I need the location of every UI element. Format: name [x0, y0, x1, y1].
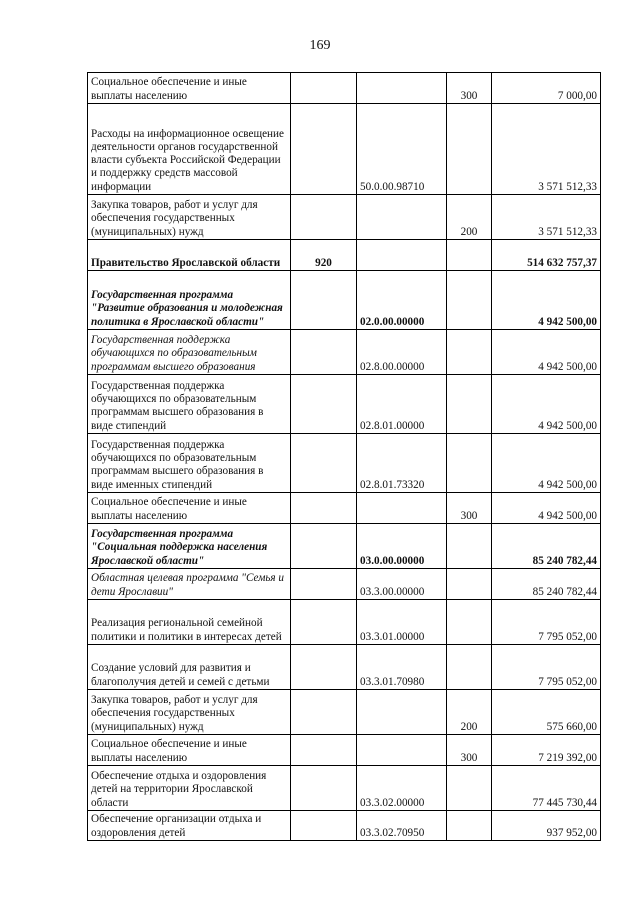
row-amount-cell: 3 571 512,33 — [492, 104, 601, 195]
row-target-article-cell: 02.8.00.00000 — [357, 330, 447, 375]
row-target-article-cell: 03.0.00.00000 — [357, 524, 447, 569]
row-expense-type-cell: 200 — [447, 195, 492, 240]
row-expense-type-cell: 300 — [447, 73, 492, 104]
row-target-article-cell: 50.0.00.98710 — [357, 104, 447, 195]
table-row — [88, 766, 601, 811]
row-name-cell: Закупка товаров, работ и услуг для обеспечения государственных (муниципальных) нужд — [88, 195, 291, 240]
row-expense-type-cell: 300 — [447, 735, 492, 766]
row-expense-type-cell — [447, 600, 492, 645]
row-name-cell: Государственная программа "Развитие образования и молодежная политика в Ярославской области" — [88, 271, 291, 330]
row-department-cell — [291, 811, 357, 841]
row-expense-type-cell — [447, 569, 492, 600]
row-target-article-cell — [357, 195, 447, 240]
row-target-article-cell — [357, 73, 447, 104]
table-row — [88, 73, 601, 104]
row-expense-type-cell: 300 — [447, 493, 492, 524]
row-name-cell: Правительство Ярославской области — [88, 240, 291, 271]
row-target-article-cell: 03.3.01.70980 — [357, 645, 447, 690]
table-row — [88, 195, 601, 240]
row-name-cell: Обеспечение организации отдыха и оздоровления детей — [88, 811, 291, 841]
row-department-cell — [291, 195, 357, 240]
row-expense-type-cell — [447, 375, 492, 434]
row-amount-cell: 77 445 730,44 — [492, 766, 601, 811]
row-amount-cell: 85 240 782,44 — [492, 569, 601, 600]
row-expense-type-cell — [447, 330, 492, 375]
table-row — [88, 271, 601, 330]
row-department-cell — [291, 645, 357, 690]
row-expense-type-cell — [447, 524, 492, 569]
row-target-article-cell: 02.8.01.00000 — [357, 375, 447, 434]
table-row — [88, 493, 601, 524]
row-amount-cell: 7 795 052,00 — [492, 645, 601, 690]
row-name-cell: Областная целевая программа "Семья и дети Ярославии" — [88, 569, 291, 600]
row-department-cell — [291, 434, 357, 493]
row-amount-cell: 3 571 512,33 — [492, 195, 601, 240]
row-expense-type-cell — [447, 645, 492, 690]
row-amount-cell: 7 000,00 — [492, 73, 601, 104]
row-department-cell — [291, 735, 357, 766]
row-department-cell — [291, 330, 357, 375]
table-row — [88, 645, 601, 690]
table-row — [88, 375, 601, 434]
row-department-cell — [291, 569, 357, 600]
table-row — [88, 524, 601, 569]
row-target-article-cell: 03.3.02.70950 — [357, 811, 447, 841]
table-row — [88, 240, 601, 271]
row-name-cell: Закупка товаров, работ и услуг для обеспечения государственных (муниципальных) нужд — [88, 690, 291, 735]
row-target-article-cell — [357, 690, 447, 735]
row-target-article-cell: 03.3.01.00000 — [357, 600, 447, 645]
row-name-cell: Государственная поддержка обучающихся по образовательным программам высшего образования в виде именных стипендий — [88, 434, 291, 493]
table-row — [88, 434, 601, 493]
row-target-article-cell: 03.3.00.00000 — [357, 569, 447, 600]
row-amount-cell: 4 942 500,00 — [492, 375, 601, 434]
row-name-cell: Расходы на информационное освещение деятельности органов государственной власти субъекта Российской Федерации и поддержку средств массовой информации — [88, 104, 291, 195]
row-target-article-cell — [357, 240, 447, 271]
row-expense-type-cell — [447, 104, 492, 195]
row-target-article-cell — [357, 735, 447, 766]
row-target-article-cell: 02.0.00.00000 — [357, 271, 447, 330]
row-expense-type-cell — [447, 766, 492, 811]
row-department-cell — [291, 73, 357, 104]
table-row — [88, 330, 601, 375]
row-department-cell — [291, 375, 357, 434]
row-target-article-cell: 02.8.01.73320 — [357, 434, 447, 493]
table-row — [88, 569, 601, 600]
row-target-article-cell: 03.3.02.00000 — [357, 766, 447, 811]
row-amount-cell: 4 942 500,00 — [492, 330, 601, 375]
row-expense-type-cell — [447, 811, 492, 841]
row-name-cell: Государственная программа "Социальная поддержка населения Ярославской области" — [88, 524, 291, 569]
row-amount-cell: 4 942 500,00 — [492, 271, 601, 330]
row-amount-cell: 4 942 500,00 — [492, 434, 601, 493]
row-name-cell: Социальное обеспечение и иные выплаты населению — [88, 493, 291, 524]
row-amount-cell: 937 952,00 — [492, 811, 601, 841]
row-name-cell: Реализация региональной семейной политики и политики в интересах детей — [88, 600, 291, 645]
budget-table — [87, 72, 601, 841]
table-row — [88, 690, 601, 735]
row-amount-cell: 575 660,00 — [492, 690, 601, 735]
table-row — [88, 735, 601, 766]
row-department-cell — [291, 690, 357, 735]
row-name-cell: Обеспечение отдыха и оздоровления детей на территории Ярославской области — [88, 766, 291, 811]
table-row — [88, 104, 601, 195]
row-name-cell: Создание условий для развития и благополучия детей и семей с детьми — [88, 645, 291, 690]
row-department-cell — [291, 766, 357, 811]
row-amount-cell: 85 240 782,44 — [492, 524, 601, 569]
row-department-cell — [291, 493, 357, 524]
row-expense-type-cell — [447, 271, 492, 330]
row-amount-cell: 4 942 500,00 — [492, 493, 601, 524]
row-department-cell — [291, 600, 357, 645]
row-name-cell: Государственная поддержка обучающихся по образовательным программам высшего образования в виде стипендий — [88, 375, 291, 434]
row-amount-cell: 514 632 757,37 — [492, 240, 601, 271]
row-expense-type-cell — [447, 240, 492, 271]
row-name-cell: Государственная поддержка обучающихся по образовательным программам высшего образования — [88, 330, 291, 375]
page-number: 169 — [309, 38, 331, 53]
table-row — [88, 811, 601, 841]
table-row — [88, 600, 601, 645]
row-department-cell — [291, 104, 357, 195]
row-expense-type-cell — [447, 434, 492, 493]
row-name-cell: Социальное обеспечение и иные выплаты населению — [88, 735, 291, 766]
row-target-article-cell — [357, 493, 447, 524]
row-department-cell — [291, 524, 357, 569]
row-department-cell: 920 — [291, 240, 357, 271]
row-department-cell — [291, 271, 357, 330]
row-name-cell: Социальное обеспечение и иные выплаты населению — [88, 73, 291, 104]
budget-table-body — [88, 73, 601, 841]
row-amount-cell: 7 795 052,00 — [492, 600, 601, 645]
row-expense-type-cell: 200 — [447, 690, 492, 735]
row-amount-cell: 7 219 392,00 — [492, 735, 601, 766]
